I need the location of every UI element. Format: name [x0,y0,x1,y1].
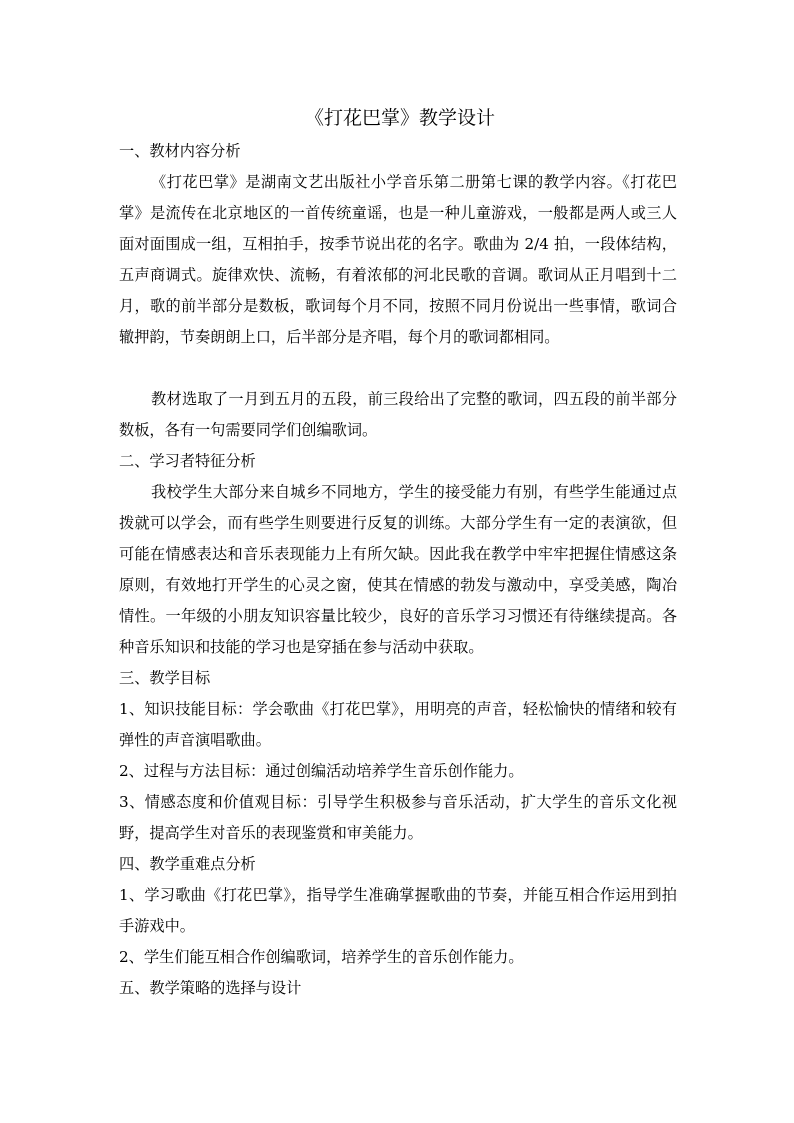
paragraph-spacer [119,353,677,384]
section-heading-content-analysis: 一、教材内容分析 [119,142,241,160]
section-heading-key-difficulties: 四、教学重难点分析 [119,855,256,873]
section-heading-learner-analysis: 二、学习者特征分析 [119,452,256,470]
goal-item-emotion-values: 3、情感态度和价值观目标：引导学生积极参与音乐活动，扩大学生的音乐文化视野，提高学生对音乐的表现鉴赏和审美能力。 [119,793,677,842]
paragraph-learner-analysis: 我校学生大部分来自城乡不同地方，学生的接受能力有别，有些学生能通过点拨就可以学会，而有些学生则要进行反复的训练。大部分学生有一定的表演欲，但可能在情感表达和音乐表现能力上有所欠缺。因此我在教学中牢牢把握住情感这条原则，有效地打开学生的心灵之窗，使其在情感的勃发与激动中，享受美感，陶冶情性。一年级的小朋友知识容量比较少，良好的音乐学习习惯还有待继续提高。各种音乐知识和技能的学习也是穿插在参与活动中获取。 [119,483,677,656]
section-heading-teaching-strategy: 五、教学策略的选择与设计 [119,979,302,997]
section-heading-teaching-goals: 三、教学目标 [119,669,211,687]
document-body [119,103,677,1004]
goal-item-process-methods: 2、过程与方法目标：通过创编活动培养学生音乐创作能力。 [119,762,524,780]
paragraph-content-analysis: 《打花巴掌》是湖南文艺出版社小学音乐第二册第七课的教学内容。《打花巴掌》是流传在北京地区的一首传统童谣，也是一种儿童游戏，一般都是两人或三人面对面围成一组，互相拍手，按季节说出花的名字。歌曲为 2/4 拍，一段体结构，五声商调式。旋律欢快、流畅，有着浓郁的河北民歌的音调。歌词从正月唱到十二月，歌的前半部分是数板，歌词每个月不同，按照不同月份说出一些事情，歌词合辙押韵，节奏朗朗上口，后半部分是齐唱，每个月的歌词都相同。 [119,173,677,346]
document-title: 《打花巴掌》教学设计 [304,107,495,129]
goal-item-knowledge-skills: 1、知识技能目标：学会歌曲《打花巴掌》，用明亮的声音，轻松愉快的情绪和较有弹性的声音演唱歌曲。 [119,700,677,749]
paragraph-material-selection: 教材选取了一月到五月的五段，前三段给出了完整的歌词，四五段的前半部分数板，各有一句需要同学们创编歌词。 [119,390,677,439]
key-item-lyrics-creation: 2、学生们能互相合作创编歌词，培养学生的音乐创作能力。 [119,948,524,966]
key-item-rhythm: 1、学习歌曲《打花巴掌》，指导学生准确掌握歌曲的节奏，并能互相合作运用到拍手游戏中。 [119,886,677,935]
